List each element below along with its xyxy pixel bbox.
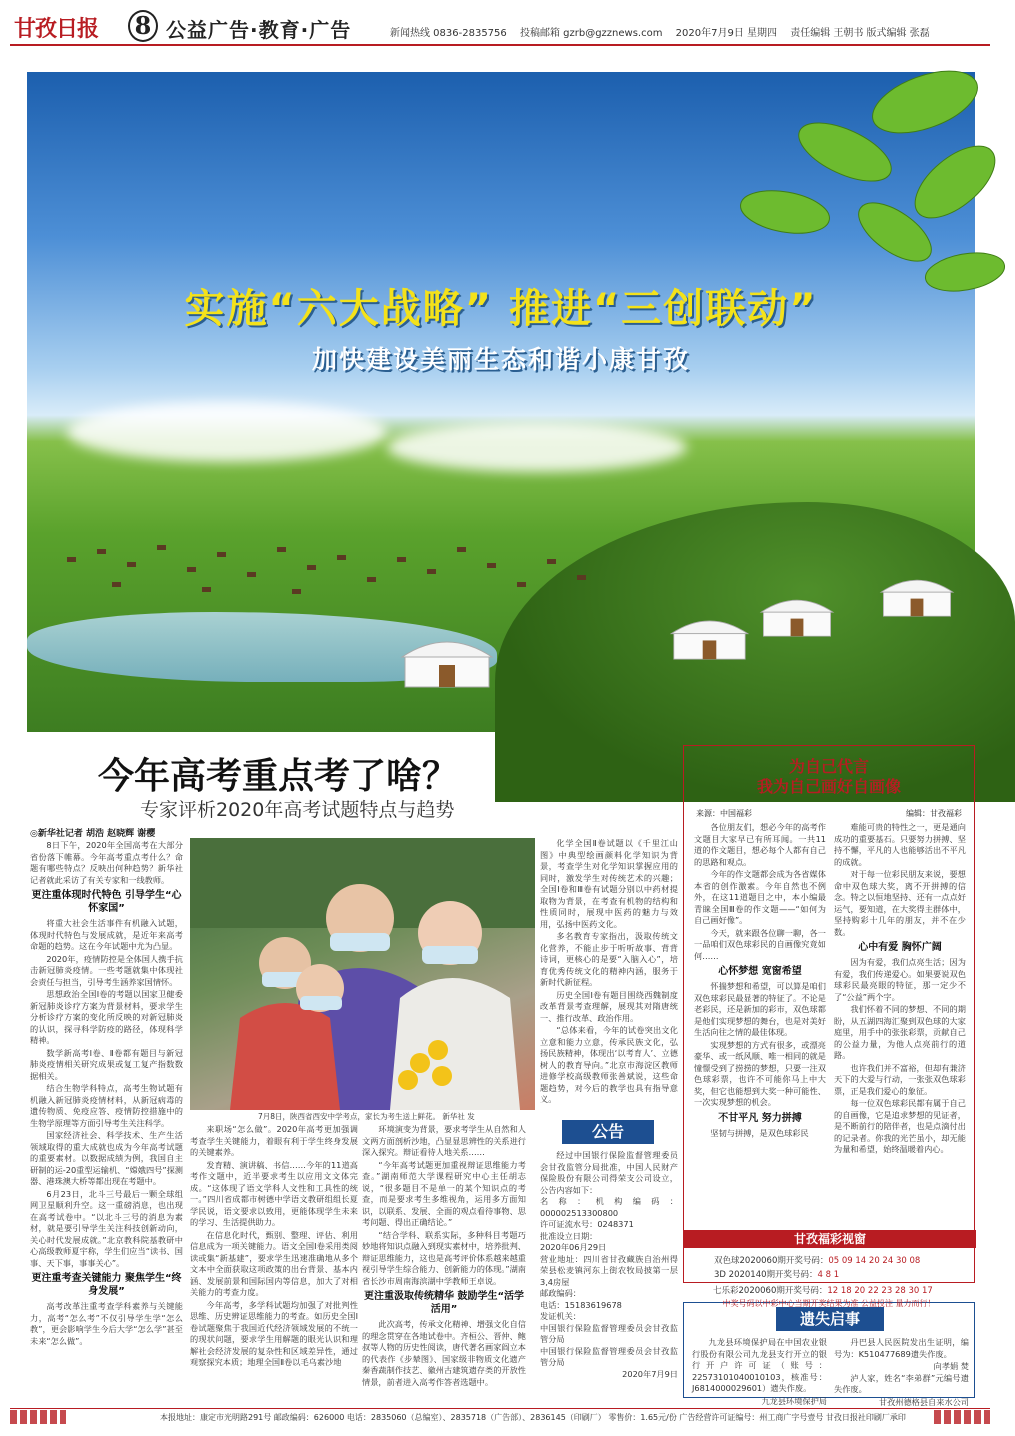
article-byline: ◎新华社记者 胡浩 赵晓辉 谢樱	[30, 829, 156, 839]
notice-line: 邮政编码：	[540, 1288, 581, 1298]
lost-right	[834, 1337, 969, 1407]
yurt-icon	[757, 587, 837, 639]
lost-left	[692, 1337, 827, 1406]
paragraph: 来职场“怎么做”。2020年高考更加强调考查学生关键能力，着眼有利于学生终身发展的关键素养。	[190, 1124, 358, 1157]
paragraph: 化学全国Ⅱ卷试题以《千里江山图》中典型绘画颜料化学知识为背景，考查学生对化学知识掌握应用的同时，激发学生对传统艺术的兴趣；全国Ⅰ卷和Ⅲ卷有试题分别以中药材提取物为背景，在考查有机物的结构和性质同时，展现中医药的魅力与效用，弘扬中医药文化。	[540, 838, 678, 929]
issue-date: 2020年7月9日 星期四	[675, 28, 778, 39]
lost-notice-box	[683, 1302, 975, 1407]
notice-line: 许可证流水号：0248371	[540, 1219, 634, 1229]
paragraph: “总体来看，今年的试卷突出文化立意和能力立意，传承民族文化，弘扬民族精神，体现出‘以考育人’、立德树人的教育导向。”北京市海淀区教师进修学校高级教师张善斌说，这些命题趋势，对今后的教学也具有指导意义。	[540, 1025, 678, 1104]
section-name: 公益广告·教育·广告	[166, 18, 352, 42]
lottery-article-box	[683, 745, 975, 1283]
paragraph: 多名教育专家指出，汲取传统文化营养，不能止步于听听故事、背背诗词，更核心的是要“入脑入心”，培育优秀传统文化的精神内涵，服务于新时代新征程。	[540, 931, 678, 987]
lost-header: 遗失启事	[776, 1307, 884, 1331]
editors: 责任编辑 王朝书 版式编辑 张磊	[790, 28, 930, 39]
section-subhead: 不甘平凡 努力拼搏	[718, 1112, 802, 1124]
paragraph: 在信息化时代，甄别、整理、评估、利用信息成为一项关键能力。语文全国Ⅰ卷采用类阅读或集“新基建”，要求学生迅速准确地从多个文本中全面获取这项政策的出台背景、基本内涵、发展前景和国际国内等信息，加大了对相关能力的考查力度。	[190, 1229, 358, 1297]
paragraph: 每一位双色球彩民都有属于自己的自画像，它是追求梦想的见证者，是不断前行的陪伴者，也是点滴付出的记录者。你我的光芒虽小，却无能为量和希望，始终温暖着内心。	[834, 1098, 966, 1154]
lost-left-sign: 九龙县环境保护局	[761, 1395, 827, 1406]
paragraph: “结合学科、联系实际，多种科目考题巧妙地将知识点融入到现实素材中，培养批判、辩证思维能力，这也是高考评价体系越来越重视引导学生综合能力、创新能力的体现。”湖南省长沙市周南海滨湖中学教师王卓说。	[362, 1229, 526, 1286]
section-subhead: 心中有爱 胸怀广阔	[858, 942, 942, 953]
lost-right2-sign: 甘孜州德格县自来水公司	[878, 1396, 969, 1407]
box-editor: 编辑：甘孜福彩	[906, 809, 962, 818]
footer: 本报地址：康定市光明路291号 邮政编码：626000 电话：2835060（总编室）、2835718（广告部）、2836145（印刷厂） 零售价：1.65元/份 广告经营许可证编号：州工商广字号壹号 甘孜日报社印刷厂承印	[10, 1408, 990, 1426]
qlc-numbers: 12 18 20 22 23 28 30 17	[827, 1286, 933, 1296]
paragraph: 难能可贵的特性之一，更是通向成功的重要基石。只要努力拼搏、坚持不懈，平凡的人也能够活出不平凡的成就。	[834, 822, 966, 867]
box-title-line1: 为自己代言	[788, 757, 869, 776]
meta-bar	[390, 24, 940, 39]
paragraph: 因为有爱，我们点亮生活；因为有爱，我们传递爱心。如果要说双色球彩民最亮眼的特征，那一定少不了“公益”两个字。	[834, 957, 966, 1002]
paragraph: 此次高考，传承文化精神、增强文化自信的理念贯穿在各地试卷中。齐桓公、晋仲、鲍叔等人物的历史性阅读，唐代著名画家阎立本的代表作《步辇图》、国家级非物质文化遗产秦香蔬制作技艺、徽州古建筑遗存类的开放性情景，前者进入高考作答者选题中。	[362, 1319, 526, 1387]
lost-left-text: 九龙县环境保护局在中国农业银行股份有限公司九龙县支行开立的银行开户许可证（账号：22573101040010103，核准号：J6814000029601）遗失作废。	[692, 1337, 827, 1393]
article-photo	[190, 838, 535, 1110]
paragraph: 今年的作文题都会成为各省媒体本省的创作激素。今年自然也不例外，在这11道题目之中，本小编最青睐全国Ⅲ卷的作文题——“如何为自己画好像”。	[694, 869, 826, 925]
masthead	[10, 8, 990, 46]
paragraph: 发育精、演讲稿、书信……今年的11道高考作文题中，近半要求考生以应用文文体完成。“这体现了语文学科人文性和工具性的统一。”四川省成都市树德中学语文教研组组长夏学民说，语文要求以致用，更能体现学生未来的学习、生活提供助力。	[190, 1159, 358, 1227]
box-column-left	[694, 822, 826, 1222]
notice-body	[540, 1150, 678, 1400]
paragraph: “今年高考试题更加重视辩证思维能力考查。”湖南师范大学课程研究中心主任胡志说，“很多题目不是单一的某个知识点的考查，而是要求考生多维视角，运用多方面知识，以联系、发展、全面的观点看待事物、思考问题、得出正确结论。”	[362, 1159, 526, 1227]
article-column-2	[190, 1124, 358, 1400]
yurt-icon	[667, 607, 752, 662]
herd-icon	[57, 527, 657, 607]
article-column-4	[540, 838, 678, 1118]
notice-line: 2020年06月29日	[540, 1242, 607, 1252]
box-source: 来源：中国福彩	[696, 809, 752, 818]
paragraph: 我们怀着不同的梦想、不同的期盼，从五湖四海汇聚到双色球的大家庭里，用手中的张张彩票，贡献自己的公益力量，为他人点亮前行的道路。	[834, 1004, 966, 1060]
ssq-label: 双色球2020060期开奖号码：	[714, 1256, 829, 1266]
paragraph: 高考改革注重考查学科素养与关键能力，高考“怎么考”不仅引导学生学“怎么教”，更会影响学生今后大学“怎么学”甚至未来“怎么做”。	[30, 1301, 183, 1346]
notice-line: 名称：机构编码：000002513300800	[540, 1196, 678, 1218]
paragraph: 环境演变为背景，要求考学生从自然和人文两方面剖析沙地，凸显显思辨性的关系进行深入探究。辩证看待人地关系……	[362, 1124, 526, 1157]
newspaper-logo: 甘孜日报	[14, 16, 99, 42]
cloud	[67, 402, 387, 462]
notice-line: 电话：15183619678	[540, 1299, 622, 1310]
lost-right2-text: 泸人家，姓名“李弟群”元编号遗失作废。	[834, 1372, 969, 1394]
article-column-3	[362, 1124, 526, 1400]
paragraph: 也许我们并不富裕，但却有兼济天下的大爱与行动，一张张双色球彩票，正是我们爱心的象征。	[834, 1062, 966, 1096]
qlc-label: 七乐彩2020060期开奖号码：	[713, 1286, 828, 1296]
paragraph: 国家经济社会、科学技术、生产生活领域取得的重大成就也成为今年高考试题的重要素材。以数据成绩为例，我国自主研制的运-20重型运输机、“嫦娥四号”探测器、港珠澳大桥等都出现在考题中。	[30, 1130, 183, 1186]
notice-header: 公告	[562, 1120, 654, 1144]
paragraph: 今天，就来跟各位聊一聊，各一一品咱们双色球彩民的自画像究竟如何……	[694, 927, 826, 961]
notice-line: 经过中国银行保险监督管理委员会甘孜监管分局批准，中国人民财产保险股份有限公司得荣支公司设立，公告内容如下：	[540, 1150, 678, 1195]
paragraph: 今年高考，多学科试题均加强了对批判性思维、历史辨证思维能力的考查。如历史全国Ⅰ卷试题聚焦于我国近代经济领域发展的不统一的现状问题，要求学生用解题的眼光认识和理解社会经济发展的复杂性和区域差异性，通过观察探究本质；地理全国Ⅱ卷以毛乌素沙地	[190, 1299, 358, 1367]
notice-line: 2020年7月9日	[622, 1368, 678, 1379]
paragraph: 6月23日，北斗三号最后一颗全球组网卫星顺利升空。这一重磅消息，也出现在高考试卷中。“以北斗三号的消息为素材，就是要引导学生关注科技创新动向，关心时代发展成就。”北京教科院基教研中心高级教师夏宇称，学生们应当“读书、国事、天下事，事事关心”。	[30, 1188, 183, 1268]
cloud	[387, 422, 687, 472]
paragraph: 将重大社会生活事件有机融入试题，体现时代特色与发展成就，是近年来高考命题的趋势。这在今年试题中尤为凸显。	[30, 918, 183, 951]
yurt-icon	[397, 627, 497, 689]
paragraph: 结合生物学科特点，高考生物试题有机融入新冠肺炎疫情材料，从新冠病毒的遗传物质、免疫应答、疫情防控措施中的生物学原理等方面引导考生关注科学。	[30, 1083, 183, 1128]
paragraph: 对于每一位彩民朋友来说，要想命中双色球大奖，离不开拼搏的信念。特之以恒地坚持、还有一点点好运气，要知道，在大奖得主群体中，坚持购彩十几年的朋友，并不在少数。	[834, 869, 966, 937]
lost-right-sign: 向孝娟 焚	[933, 1361, 969, 1371]
article-subtitle: 专家评析2020年高考试题特点与趋势	[140, 799, 455, 821]
fc3d-numbers: 4 8 1	[817, 1270, 840, 1280]
paragraph: 2020年，疫情防控是全体国人携手抗击新冠肺炎疫情。一些考题就集中体现社会责任与担当，引导考生涵养家国情怀。	[30, 953, 183, 987]
paragraph: 8日下午，2020年全国高考在大部分省份落下帷幕。今年高考重点考什么？命题有哪些特点？反映出何种趋势？新华社记者就此采访了有关专家和一线教师。	[30, 840, 183, 885]
hero-banner	[27, 72, 975, 732]
section-subhead: 心怀梦想 宽窗希望	[718, 966, 802, 977]
ssq-numbers: 05 09 14 20 24 30 08	[828, 1256, 921, 1266]
notice-line: 批准设立日期：	[540, 1230, 598, 1241]
section-subhead: 更注重考查关键能力 聚焦学生“终身发展”	[31, 1273, 182, 1297]
lottery-ssq	[714, 1254, 920, 1266]
paragraph: 实现梦想的方式有很多，或漂亮豪华、或一纸风顺、唯一相同的就是憧憬受到了捞捞的梦想，只要一注双色球彩票，也许不可能你马上中大奖，但它也能想到大奖一种可能性、一次实现梦想的机会。	[694, 1039, 826, 1107]
lottery-qlc	[713, 1284, 933, 1296]
section-subhead: 更注重汲取传统精华 鼓励学生“活学活用”	[363, 1291, 525, 1315]
paragraph: 思想政治全国Ⅰ卷的考题以国家卫健委新冠肺炎诊疗方案为背景材料，要求学生分析诊疗方案的变化所反映的对新冠肺炎的认识，探寻科学防疫的路径，体现科学精神。	[30, 989, 183, 1045]
section-subhead: 更注重体现时代特色 引导学生“心怀家国”	[31, 890, 182, 914]
lottery-note: 中奖号码以中彩中心当期开奖结果为准 公益投注 量力而行！	[722, 1299, 936, 1308]
box-title-line2: 我为自己画好自画像	[756, 777, 901, 796]
notice-line: 中国银行保险监督管理委员会甘孜监管分局	[540, 1345, 678, 1367]
paragraph: 各位朋友们，想必今年的高考作文题目大家早已有所耳闻。一共11道的作文题目，想必每个人都有自己的思路和观点。	[694, 822, 826, 867]
lottery-3d	[714, 1268, 839, 1280]
lottery-header: 甘孜福彩视窗	[684, 1230, 976, 1248]
paragraph: 怀揣梦想和希望，可以算是咱们双色球彩民最显著的特征了。不论是老彩民，还是新加的彩市，双色球都是他们实现梦想的舞台，也是对美好生活向往之情的最佳体现。	[694, 981, 826, 1037]
paragraph: 历史全国Ⅰ卷有题目围绕西魏制度改革背景考查理解，展现其对隋唐统一、推行改革、政治作用。	[540, 989, 678, 1023]
photo-caption: 7月8日，陕西省西安中学考点，家长为考生送上鲜花。 新华社 发	[258, 1112, 475, 1121]
fc3d-label: 3D 2020140期开奖号码：	[714, 1270, 818, 1280]
students-photo-icon	[190, 838, 535, 1110]
email: 投稿邮箱 gzrb@gzznews.com	[519, 28, 663, 39]
notice-line: 中国银行保险监督管理委员会甘孜监管分局	[540, 1322, 678, 1344]
yurt-icon	[877, 567, 957, 619]
hotline: 新闻热线 0836-2835756	[390, 28, 507, 39]
notice-line: 发证机关：	[540, 1311, 581, 1321]
hero-title: 实施“六大战略” 推进“三创联动”	[184, 286, 818, 332]
lost-right-text: 丹巴县人民医院发出生证明，编号为：K510477689遗失作废。	[834, 1337, 969, 1359]
article-column-1	[30, 840, 183, 1400]
paragraph: 数学新高考Ⅰ卷、Ⅱ卷都有题目与新冠肺炎疫情相关研究成果或复工复产指数数据相关。	[30, 1047, 183, 1081]
page-number: 8	[128, 10, 158, 42]
article-title: 今年高考重点考了啥？	[98, 755, 459, 797]
paragraph: 坚韧与拼搏，是双色球彩民	[710, 1127, 809, 1138]
hero-subtitle: 加快建设美丽生态和谐小康甘孜	[311, 345, 690, 374]
box-column-right	[834, 822, 966, 1222]
notice-line: 营业地址：四川省甘孜藏族自治州得荣县松麦镇河东上街农牧局披第一层3,4房屋	[540, 1253, 678, 1287]
